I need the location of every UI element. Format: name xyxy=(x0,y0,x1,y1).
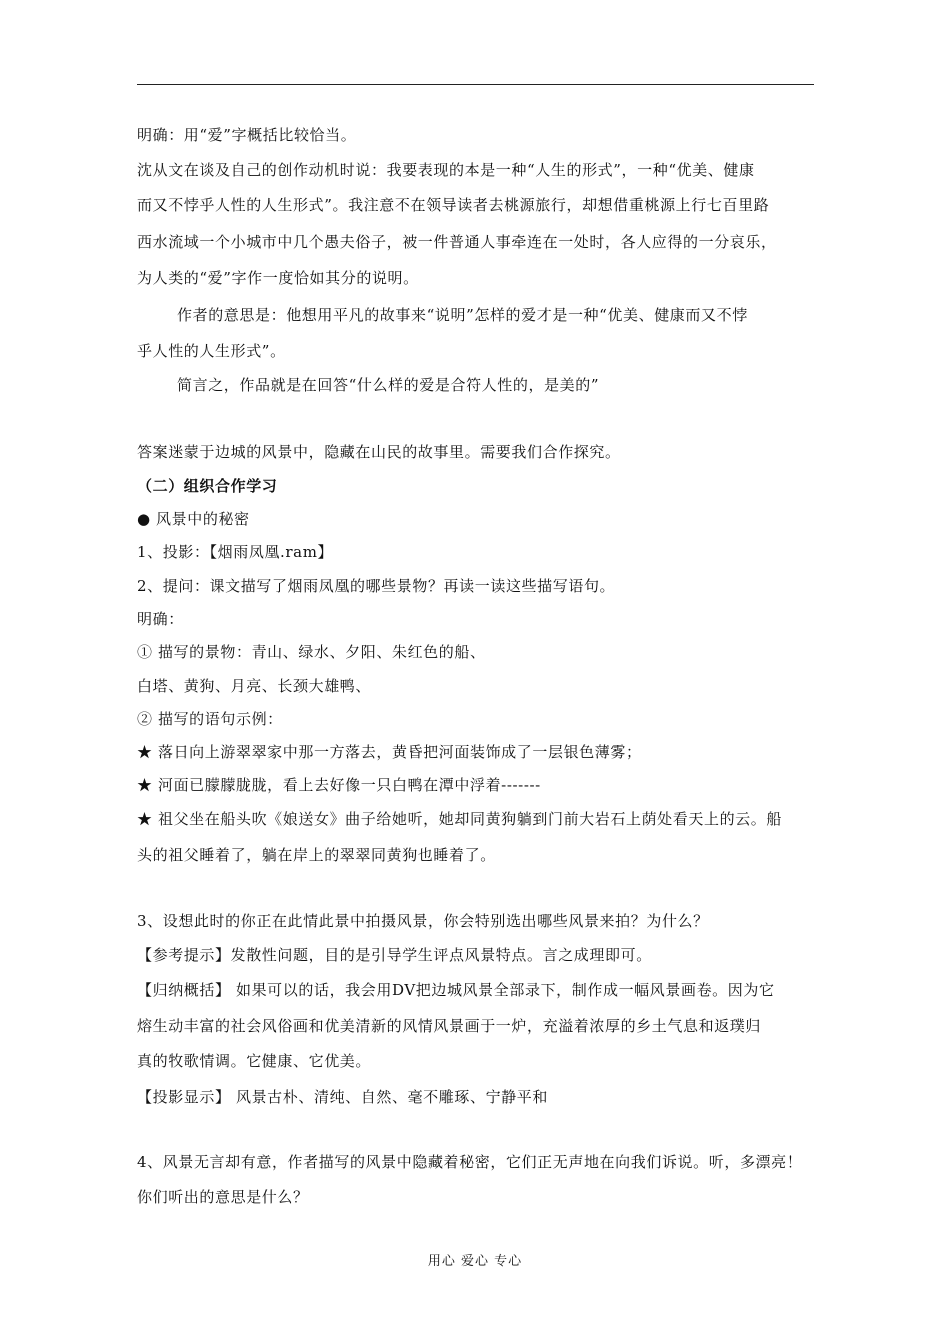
text-line: 2、提问：课文描写了烟雨凤凰的哪些景物？再读一读这些描写语句。 xyxy=(137,577,616,595)
text-line: 熔生动丰富的社会风俗画和优美清新的风情风景画于一炉，充溢着浓厚的乡土气息和返璞归 xyxy=(137,1017,762,1035)
text-line: 你们听出的意思是什么？ xyxy=(137,1188,309,1206)
text-line: 沈从文在谈及自己的创作动机时说：我要表现的本是一种“人生的形式”，一种“优美、健康 xyxy=(137,161,755,179)
star-item: ★ 河面已朦朦胧胧，看上去好像一只白鸭在潭中浮着------- xyxy=(137,776,541,794)
text-line: 真的牧歌情调。它健康、它优美。 xyxy=(137,1052,372,1070)
page-footer: 用心 爱心 专心 xyxy=(427,1254,523,1269)
header-rule xyxy=(137,84,814,85)
text-line: 头的祖父睡着了，躺在岸上的翠翠同黄狗也睡着了。 xyxy=(137,846,496,864)
text-line: ② 描写的语句示例： xyxy=(137,710,283,728)
text-line: 明确：用“爱”字概括比较恰当。 xyxy=(137,126,357,144)
text-line: 【参考提示】发散性问题，目的是引导学生评点风景特点。言之成理即可。 xyxy=(137,946,652,964)
text-line: 3、设想此时的你正在此情此景中拍摄风景，你会特别选出哪些风景来拍？为什么？ xyxy=(137,912,709,930)
text-line: 简言之，作品就是在回答“什么样的爱是合符人性的，是美的” xyxy=(177,376,600,394)
text-line: 明确： xyxy=(137,610,184,628)
text-line: 乎人性的人生形式”。 xyxy=(137,342,286,360)
text-line: 【投影显示】 风景古朴、清纯、自然、毫不雕琢、宁静平和 xyxy=(137,1088,548,1106)
text-line: ① 描写的景物：青山、绿水、夕阳、朱红色的船、 xyxy=(137,643,486,661)
star-item: ★ 落日向上游翠翠家中那一方落去，黄昏把河面装饰成了一层银色薄雾； xyxy=(137,743,642,761)
text-line: 【归纳概括】 如果可以的话，我会用DV把边城风景全部录下，制作成一幅风景画卷。因为它 xyxy=(137,981,775,999)
section-heading: （二）组织合作学习 xyxy=(137,477,278,495)
star-item: ★ 祖父坐在船头吹《娘送女》曲子给她听，她却同黄狗躺到门前大岩石上荫处看天上的云。船 xyxy=(137,810,782,828)
text-line: 而又不悖乎人性的人生形式”。我注意不在领导读者去桃源旅行，却想借重桃源上行七百里路 xyxy=(137,196,770,214)
text-line: 作者的意思是：他想用平凡的故事来“说明”怎样的爱才是一种“优美、健康而又不悖 xyxy=(177,306,748,324)
text-line: 西水流域一个小城市中几个愚夫俗子，被一件普通人事牵连在一处时，各人应得的一分哀乐， xyxy=(137,233,777,251)
text-line: 4、风景无言却有意，作者描写的风景中隐藏着秘密，它们正无声地在向我们诉说。听，多漂亮！ xyxy=(137,1153,803,1171)
text-line: 白塔、黄狗、月亮、长颈大雄鸭、 xyxy=(137,677,372,695)
text-line: 答案迷蒙于边城的风景中，隐藏在山民的故事里。需要我们合作探究。 xyxy=(137,443,621,461)
text-line: 为人类的“爱”字作一度恰如其分的说明。 xyxy=(137,269,419,287)
bullet-heading: ● 风景中的秘密 xyxy=(137,510,250,528)
text-line: 1、投影：【烟雨凤凰.ram】 xyxy=(137,543,334,561)
